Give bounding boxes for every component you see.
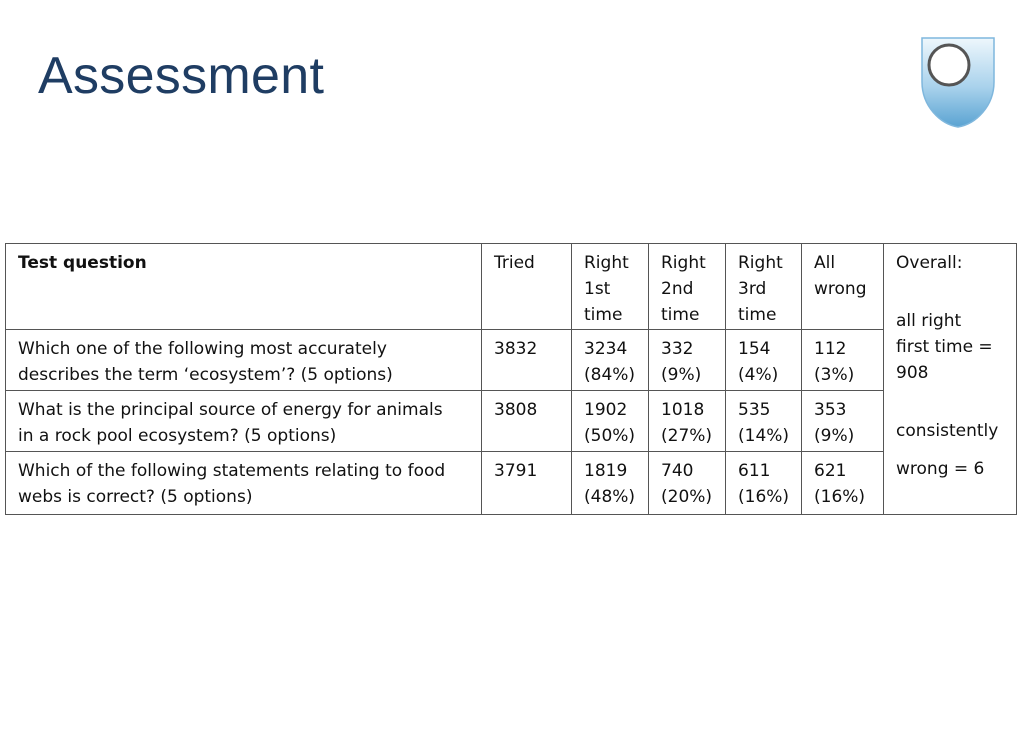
right-3rd-cell bbox=[726, 330, 802, 391]
right-2nd-cell bbox=[649, 330, 726, 391]
right-2nd-cell bbox=[649, 391, 726, 452]
table-row bbox=[6, 330, 1017, 391]
right-2nd-percent: (27%) bbox=[661, 426, 713, 446]
header-right-1st-line: time bbox=[584, 305, 623, 325]
question-text-line: Which of the following statements relating to food bbox=[18, 461, 446, 481]
right-2nd-percent: (20%) bbox=[661, 487, 713, 507]
overall-wrong-line: consistently bbox=[896, 421, 999, 441]
right-3rd-cell bbox=[726, 391, 802, 452]
right-2nd-cell bbox=[649, 452, 726, 515]
table-header-row bbox=[6, 244, 1017, 330]
header-test-question bbox=[6, 244, 482, 330]
overall-right-line: first time = bbox=[896, 337, 993, 357]
header-test-question-label: Test question bbox=[18, 253, 147, 273]
right-1st-count: 1902 bbox=[584, 400, 628, 420]
question-text-line: Which one of the following most accurately bbox=[18, 339, 387, 359]
right-1st-percent: (50%) bbox=[584, 426, 636, 446]
right-1st-count: 3234 bbox=[584, 339, 628, 359]
table-row bbox=[6, 391, 1017, 452]
overall-right-line: all right bbox=[896, 311, 962, 331]
question-cell bbox=[6, 452, 482, 515]
right-1st-percent: (48%) bbox=[584, 487, 636, 507]
right-1st-cell bbox=[572, 452, 649, 515]
overall-wrong-count: wrong = 6 bbox=[896, 459, 985, 479]
right-2nd-count: 332 bbox=[661, 339, 694, 359]
right-2nd-count: 740 bbox=[661, 461, 694, 481]
right-3rd-percent: (4%) bbox=[738, 365, 779, 385]
table-row bbox=[6, 452, 1017, 515]
header-all-wrong bbox=[802, 244, 884, 330]
right-3rd-count: 154 bbox=[738, 339, 771, 359]
all-wrong-cell bbox=[802, 330, 884, 391]
header-all-wrong-line: All bbox=[814, 253, 836, 273]
all-wrong-count: 353 bbox=[814, 400, 847, 420]
header-tried bbox=[482, 244, 572, 330]
header-right-1st-time bbox=[572, 244, 649, 330]
right-3rd-cell bbox=[726, 452, 802, 515]
overall-right-count: 908 bbox=[896, 363, 929, 383]
right-1st-count: 1819 bbox=[584, 461, 628, 481]
all-wrong-cell bbox=[802, 391, 884, 452]
overall-heading: Overall: bbox=[896, 253, 963, 273]
tried-cell: 3832 bbox=[482, 330, 572, 391]
all-wrong-percent: (9%) bbox=[814, 426, 855, 446]
right-3rd-percent: (16%) bbox=[738, 487, 790, 507]
question-text-line: in a rock pool ecosystem? (5 options) bbox=[18, 426, 337, 446]
header-right-2nd-line: 2nd bbox=[661, 279, 694, 299]
header-right-1st-line: 1st bbox=[584, 279, 611, 299]
question-text-line: What is the principal source of energy for animals bbox=[18, 400, 443, 420]
overall-summary-cell bbox=[884, 244, 1017, 515]
all-wrong-count: 621 bbox=[814, 461, 847, 481]
header-right-3rd-line: 3rd bbox=[738, 279, 767, 299]
question-cell bbox=[6, 330, 482, 391]
header-right-1st-line: Right bbox=[584, 253, 629, 273]
header-all-wrong-line: wrong bbox=[814, 279, 867, 299]
tried-cell: 3808 bbox=[482, 391, 572, 452]
header-right-2nd-line: time bbox=[661, 305, 700, 325]
header-right-2nd-line: Right bbox=[661, 253, 706, 273]
right-2nd-count: 1018 bbox=[661, 400, 705, 420]
question-text-line: webs is correct? (5 options) bbox=[18, 487, 253, 507]
right-1st-cell bbox=[572, 391, 649, 452]
question-cell bbox=[6, 391, 482, 452]
right-1st-percent: (84%) bbox=[584, 365, 636, 385]
assessment-results-table bbox=[5, 243, 1017, 515]
all-wrong-count: 112 bbox=[814, 339, 847, 359]
question-text-line: describes the term ‘ecosystem’? (5 options) bbox=[18, 365, 393, 385]
right-3rd-count: 611 bbox=[738, 461, 771, 481]
tried-cell: 3791 bbox=[482, 452, 572, 515]
all-wrong-cell bbox=[802, 452, 884, 515]
right-2nd-percent: (9%) bbox=[661, 365, 702, 385]
header-right-3rd-line: time bbox=[738, 305, 777, 325]
slide-title: Assessment bbox=[38, 47, 325, 105]
open-university-shield-logo bbox=[918, 34, 998, 130]
header-right-2nd-time bbox=[649, 244, 726, 330]
right-3rd-count: 535 bbox=[738, 400, 771, 420]
header-tried-label: Tried bbox=[494, 253, 535, 273]
header-right-3rd-time bbox=[726, 244, 802, 330]
all-wrong-percent: (3%) bbox=[814, 365, 855, 385]
right-3rd-percent: (14%) bbox=[738, 426, 790, 446]
header-right-3rd-line: Right bbox=[738, 253, 783, 273]
right-1st-cell bbox=[572, 330, 649, 391]
all-wrong-percent: (16%) bbox=[814, 487, 866, 507]
